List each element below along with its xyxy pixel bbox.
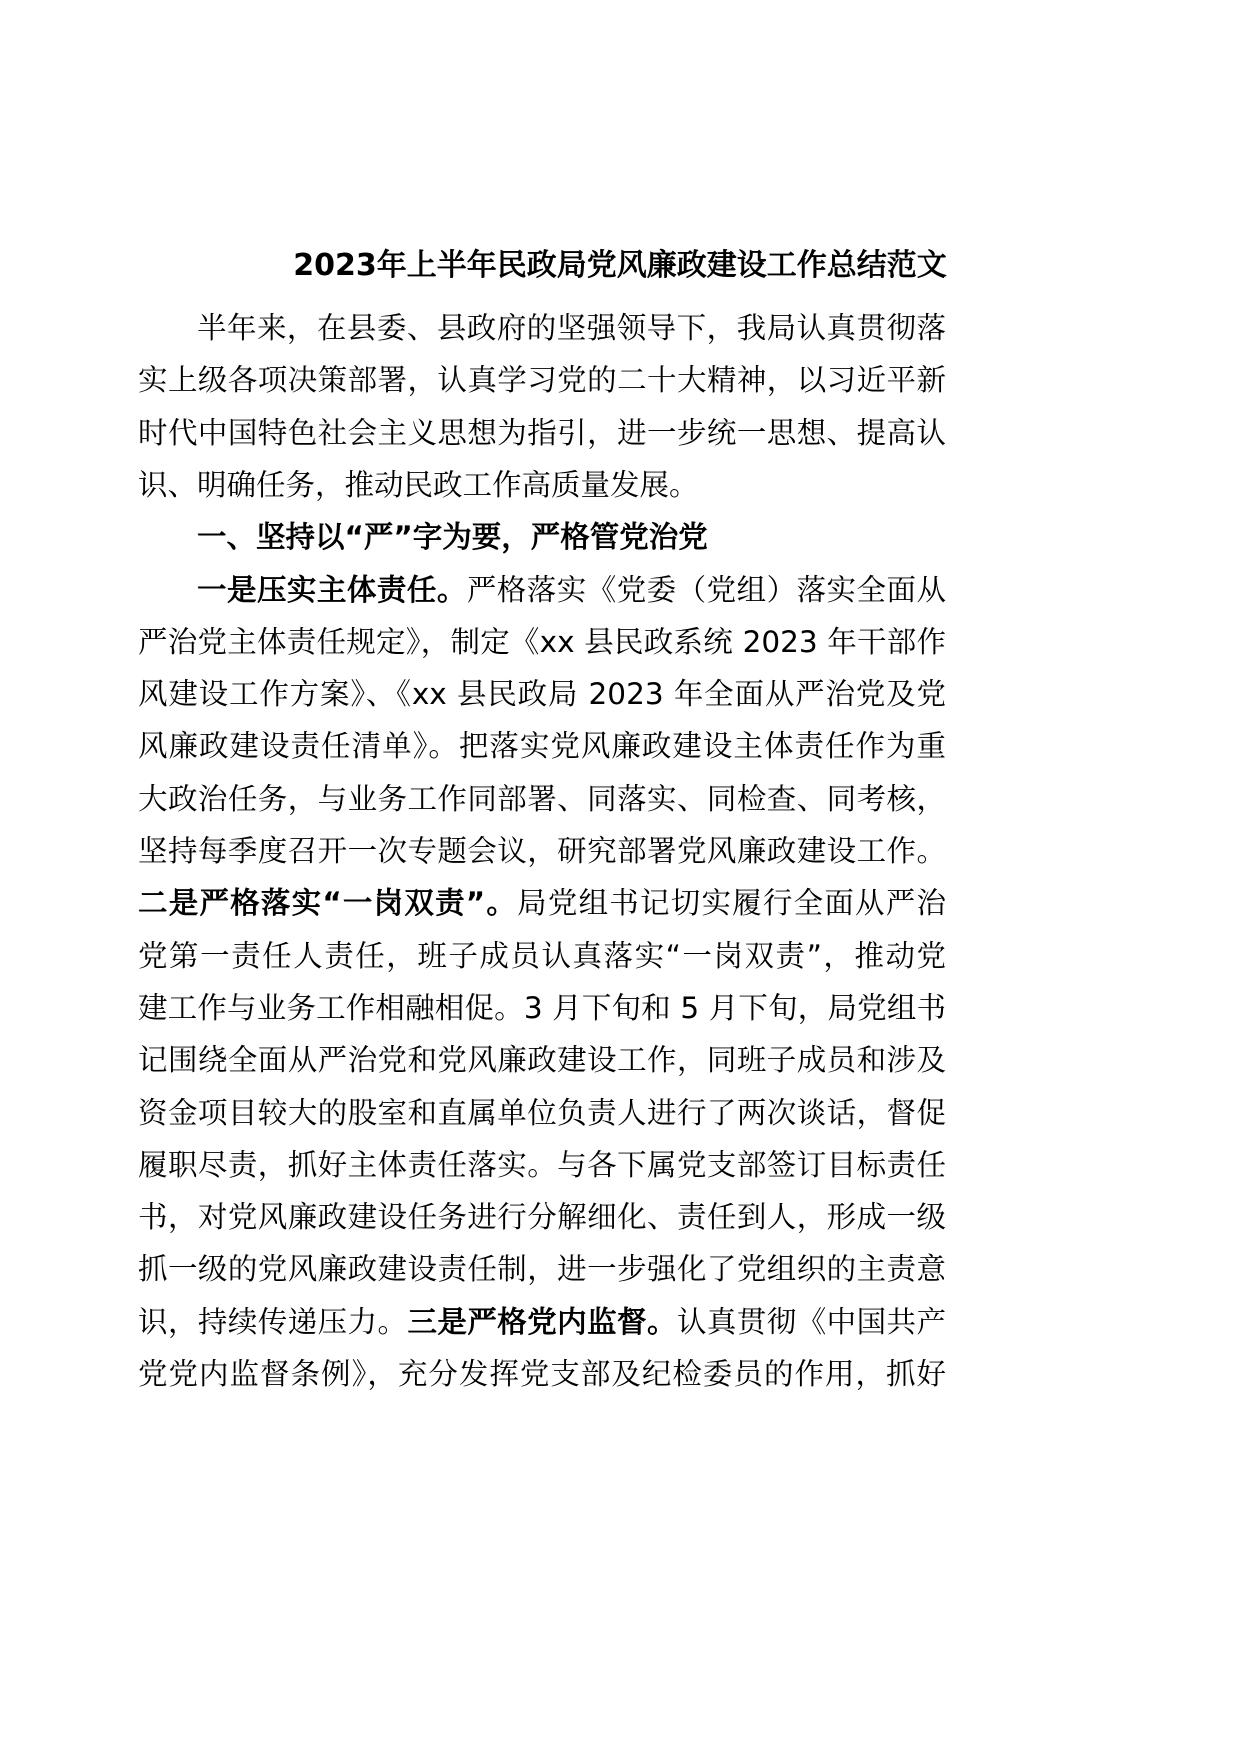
text-line (138, 1087, 946, 1139)
text-segment: 党党内监督条例》，充分发挥党支部及纪检委员的作用，抓好 (138, 1357, 946, 1391)
text-segment: 坚持每季度召开一次专题会议，研究部署党风廉政建设工作。 (138, 834, 946, 868)
text-segment: 党第一责任人责任，班子成员认真落实“一岗双责”，推动党 (138, 938, 946, 973)
text-segment: 严治党主体责任规定》，制定《xx 县民政系统 2023 年干部作 (138, 624, 946, 659)
text-line (197, 302, 946, 354)
text-line (138, 407, 946, 459)
text-line (138, 720, 946, 772)
text-segment: 识、明确任务，推动民政工作高质量发展。 (138, 467, 699, 502)
text-segment: 识，持续传递压力。 (138, 1304, 408, 1339)
text-line (197, 564, 946, 616)
text-segment: 半年来，在县委、县政府的坚强领导下，我局认真贯彻落 (197, 311, 946, 345)
text-line (197, 511, 946, 563)
text-segment: 严格落实《党委（党组）落实全面从 (466, 572, 946, 607)
text-segment: 实上级各项决策部署，认真学习党的二十大精神，以习近平新 (138, 363, 946, 398)
text-line (138, 930, 946, 982)
text-line (138, 982, 946, 1034)
text-line (138, 1296, 946, 1348)
text-segment: 认真贯彻《中国共产 (676, 1304, 946, 1339)
text-segment: 风廉政建设责任清单》。把落实党风廉政建设主体责任作为重 (138, 729, 946, 764)
text-line (138, 1243, 946, 1295)
text-line (138, 877, 946, 929)
text-line (138, 668, 946, 720)
text-segment: 建工作与业务工作相融相促。3 月下旬和 5 月下旬，局党组书 (138, 990, 946, 1025)
text-line (138, 1191, 946, 1243)
text-line (138, 773, 946, 825)
document-title: 2023年上半年民政局党风廉政建设工作总结范文 (293, 248, 947, 283)
text-line (138, 1348, 946, 1400)
text-line (138, 354, 946, 406)
text-segment: 风建设工作方案》、《xx 县民政局 2023 年全面从严治党及党 (138, 677, 946, 712)
text-segment: 时代中国特色社会主义思想为指引，进一步统一思想、提高认 (138, 415, 946, 450)
bold-text-segment: 三是严格党内监督。 (407, 1304, 677, 1339)
bold-text-segment: 一、坚持以“严”字为要，严格管党治党 (197, 520, 708, 555)
text-line (138, 459, 946, 511)
bold-text-segment: 一是压实主体责任。 (197, 572, 467, 607)
text-segment: 履职尽责，抓好主体责任落实。与各下属党支部签订目标责任 (138, 1147, 946, 1182)
text-segment: 局党组书记切实履行全面从严治 (517, 886, 946, 921)
text-line (138, 1034, 946, 1086)
text-segment: 资金项目较大的股室和直属单位负责人进行了两次谈话，督促 (138, 1095, 946, 1130)
text-line (138, 616, 946, 668)
text-segment: 记围绕全面从严治党和党风廉政建设工作，同班子成员和涉及 (138, 1043, 946, 1078)
text-segment: 书，对党风廉政建设任务进行分解细化、责任到人，形成一级 (138, 1200, 946, 1235)
text-line (138, 825, 946, 877)
text-line (138, 1139, 946, 1191)
text-segment: 抓一级的党风廉政建设责任制，进一步强化了党组织的主责意 (138, 1252, 946, 1287)
bold-text-segment: 二是严格落实“一岗双责”。 (138, 886, 518, 921)
text-segment: 大政治任务，与业务工作同部署、同落实、同检查、同考核， (138, 781, 946, 816)
